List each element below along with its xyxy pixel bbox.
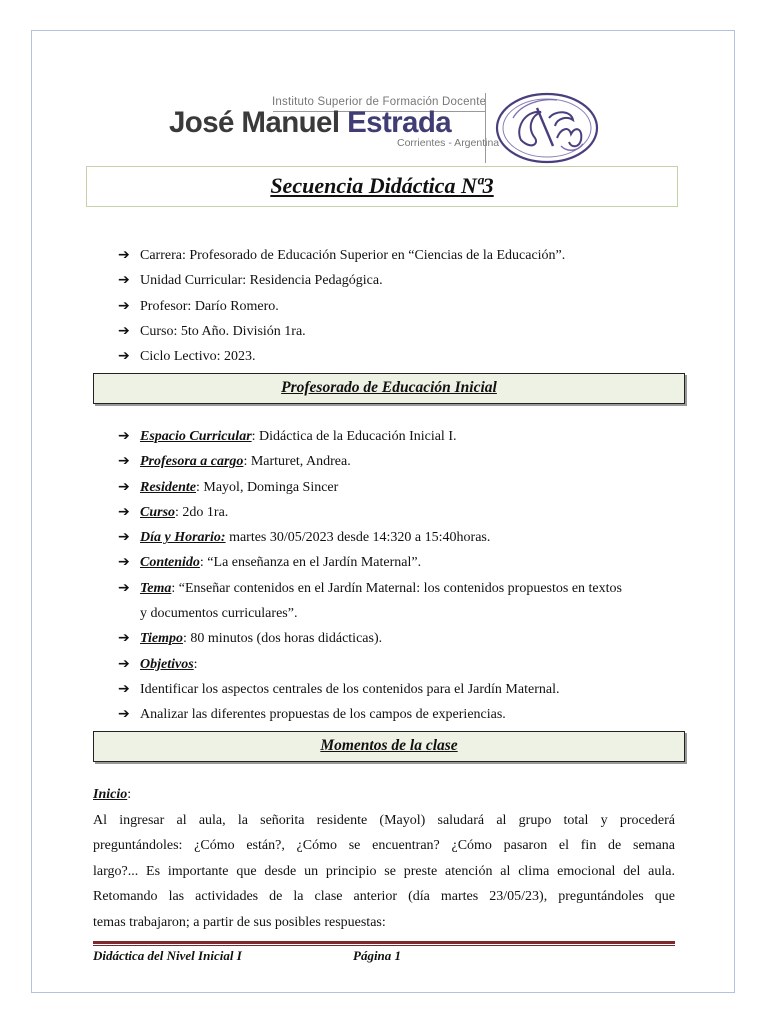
arrow-icon: ➔ (118, 272, 130, 289)
footer-rule-thin (93, 945, 675, 946)
arrow-icon: ➔ (118, 579, 130, 596)
institute-name (169, 106, 451, 140)
inicio-paragraph (93, 782, 675, 935)
institution-logo (165, 88, 605, 170)
arrow-icon: ➔ (118, 529, 130, 546)
list-item: ➔ Espacio Curricular: Didáctica de la Educación Inicial I. (118, 424, 622, 449)
section-heading-text: Momentos de la clase (320, 737, 458, 754)
section-heading-text: Profesorado de Educación Inicial (281, 379, 497, 396)
list-item: ➔ Analizar las diferentes propuestas de los campos de experiencias. (118, 702, 622, 727)
list-item: ➔ Residente: Mayol, Dominga Sincer (118, 475, 622, 500)
arrow-icon: ➔ (118, 247, 130, 263)
arrow-icon: ➔ (118, 348, 130, 365)
institute-subtitle: Instituto Superior de Formación Docente (272, 96, 487, 108)
arrow-icon: ➔ (118, 554, 130, 571)
footer-rule (93, 941, 675, 944)
list-item: ➔ Profesora a cargo: Marturet, Andrea. (118, 449, 622, 474)
list-item: ➔ Ciclo Lectivo: 2023. (118, 344, 565, 369)
section-heading-profesorado (93, 373, 685, 404)
arrow-icon: ➔ (118, 428, 130, 444)
institute-name-part1: José Manuel (169, 106, 348, 139)
institution-emblem-icon (491, 88, 603, 168)
list-item: ➔ Identificar los aspectos centrales de los contenidos para el Jardín Maternal. (118, 677, 622, 702)
arrow-icon: ➔ (118, 706, 130, 723)
arrow-icon: ➔ (118, 655, 130, 672)
arrow-icon: ➔ (118, 680, 130, 697)
paragraph-line: Retomando las actividades de la clase anterior (día martes 23/05/23), preguntándoles que (93, 889, 675, 904)
arrow-icon: ➔ (118, 503, 130, 520)
general-info-list (118, 243, 565, 369)
list-item: ➔ Día y Horario: martes 30/05/2023 desde 14:320 a 15:40horas. (118, 525, 622, 550)
document-title-box (86, 166, 678, 207)
footer-page-number: Página 1 (353, 948, 402, 963)
footer-course-name: Didáctica del Nivel Inicial I (93, 948, 242, 963)
list-item: ➔ Objetivos: (118, 652, 622, 677)
arrow-icon: ➔ (118, 322, 130, 339)
list-item: ➔ Contenido: “La enseñanza en el Jardín Maternal”. (118, 550, 622, 575)
list-item: ➔ Tema: “Enseñar contenidos en el Jardín Maternal: los contenidos propuestos en textos (118, 576, 622, 601)
institute-name-part2: Estrada (347, 106, 452, 139)
inicio-heading: Inicio: (93, 787, 132, 802)
list-item: ➔ Unidad Curricular: Residencia Pedagógica. (118, 268, 565, 293)
arrow-icon: ➔ (118, 478, 130, 495)
logo-vertical-line (485, 93, 486, 163)
list-item-continuation: y documentos curriculares”. (140, 606, 298, 622)
paragraph-line: Al ingresar al aula, la señorita residente (Mayol) saludará al grupo total y procederá (93, 812, 675, 828)
details-list (118, 424, 622, 728)
paragraph-line: preguntándoles: ¿Cómo están?, ¿Cómo se encuentran? ¿Cómo pasaron el fin de semana (93, 838, 675, 853)
paragraph-line: temas trabajaron; a partir de sus posibles respuestas: (93, 914, 386, 930)
list-item: ➔ Curso: 2do 1ra. (118, 500, 622, 525)
list-item: ➔ Curso: 5to Año. División 1ra. (118, 319, 565, 344)
list-item: ➔ Tiempo: 80 minutos (dos horas didácticas). (118, 626, 622, 651)
arrow-icon: ➔ (118, 297, 130, 314)
section-heading-momentos (93, 731, 685, 762)
arrow-icon: ➔ (118, 630, 130, 647)
list-item: ➔ Carrera: Profesorado de Educación Superior en “Ciencias de la Educación”. (118, 243, 565, 268)
arrow-icon: ➔ (118, 453, 130, 470)
list-item: ➔ Profesor: Darío Romero. (118, 294, 565, 319)
institute-location: Corrientes - Argentina (397, 137, 500, 149)
document-title: Secuencia Didáctica Nª3 (270, 173, 494, 198)
paragraph-line: largo?... Es importante que desde un principio se preste atención al clima emocional del aula. (93, 863, 675, 879)
